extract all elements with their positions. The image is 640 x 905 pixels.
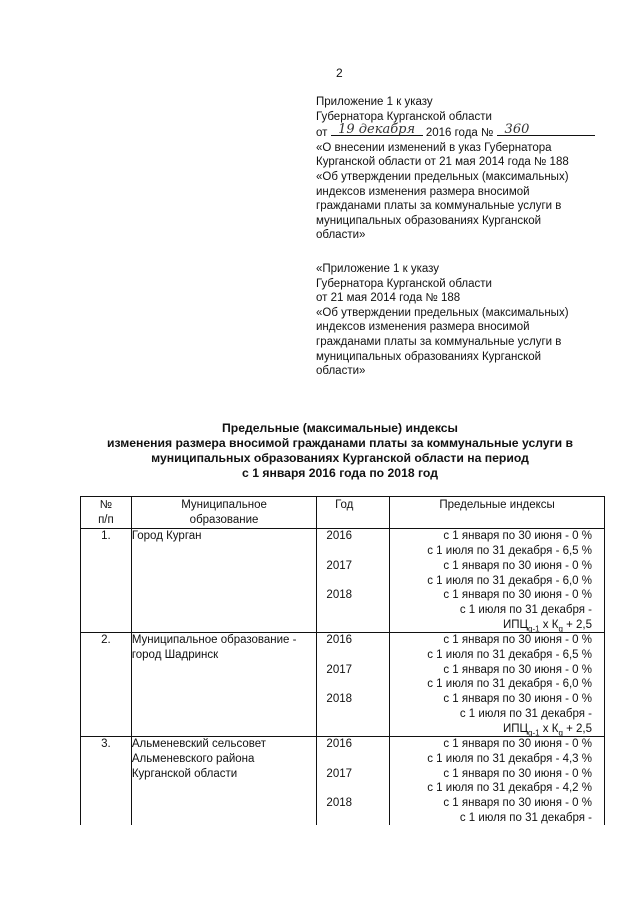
index-line: с 1 июля по 31 декабря - bbox=[459, 707, 592, 720]
table-row bbox=[81, 633, 605, 737]
year-value: 2017 bbox=[326, 663, 353, 676]
year-value: 2016 bbox=[326, 738, 353, 751]
header-municipality: Муниципальное образование bbox=[131, 497, 316, 529]
appendix-line: гражданами платы за коммунальные услуги в bbox=[316, 335, 562, 348]
formula-k-sub: g bbox=[558, 623, 563, 633]
appendix-line: гражданами платы за коммунальные услуги в bbox=[316, 200, 562, 213]
index-line: с 1 июля по 31 декабря - 6,0 % bbox=[427, 678, 592, 691]
appendix-date-line bbox=[316, 121, 616, 141]
formula-line bbox=[390, 618, 592, 633]
index-line: с 1 июля по 31 декабря - 4,2 % bbox=[427, 782, 592, 795]
title-line: изменения размера вносимой гражданами платы за коммунальные услуги в bbox=[106, 436, 574, 450]
formula-ipc-sub: g-1 bbox=[528, 727, 540, 737]
index-line: с 1 января по 30 июня - 0 % bbox=[443, 738, 592, 751]
row-number: 3. bbox=[81, 737, 132, 826]
date-year: 2016 года № bbox=[425, 127, 494, 140]
indices-table bbox=[80, 496, 605, 825]
appendix-line: «Приложение 1 к указу bbox=[316, 263, 440, 275]
index-line: с 1 июля по 31 декабря - 6,0 % bbox=[427, 574, 592, 587]
header-year: Год bbox=[317, 497, 390, 529]
year-value: 2018 bbox=[326, 693, 353, 706]
formula-k-sub: g bbox=[558, 727, 563, 737]
appendix-line: индексов изменения размера вносимой bbox=[316, 321, 530, 334]
formula-rest: + 2,5 bbox=[562, 618, 592, 631]
date-blank bbox=[331, 121, 423, 137]
appendix-line: «Об утверждении предельных (максимальных) bbox=[316, 170, 569, 183]
index-line: с 1 января по 30 июня - 0 % bbox=[443, 767, 592, 780]
index-line: с 1 января по 30 июня - 0 % bbox=[443, 634, 592, 647]
title-line: муниципальных образованиях Курганской области на период bbox=[151, 451, 529, 465]
appendix-line: муниципальных образованиях Курганской bbox=[316, 214, 542, 227]
table-header-row bbox=[81, 497, 605, 529]
year-value: 2018 bbox=[326, 589, 353, 602]
row-number: 2. bbox=[81, 633, 132, 737]
appendix-line: Губернатора Курганской области bbox=[316, 277, 492, 290]
formula-ipc-sub: g-1 bbox=[528, 623, 540, 633]
header-num: № п/п bbox=[81, 497, 132, 529]
title-line: с 1 января 2016 года по 2018 год bbox=[242, 466, 438, 480]
appendix-line: «Об утверждении предельных (максимальных) bbox=[316, 306, 569, 319]
number-blank bbox=[497, 121, 595, 137]
formula-ipc: ИПЦ bbox=[503, 618, 529, 631]
municipality-name: Муниципальное образование - город Шадринск bbox=[131, 633, 316, 737]
year-value: 2017 bbox=[326, 559, 353, 572]
formula-ipc: ИПЦ bbox=[503, 722, 529, 735]
indices-cell bbox=[390, 737, 605, 826]
index-line: с 1 июля по 31 декабря - bbox=[459, 603, 592, 616]
formula-rest: + 2,5 bbox=[562, 722, 592, 735]
formula-k: х К bbox=[539, 618, 559, 631]
year-value: 2017 bbox=[326, 767, 353, 780]
year-value: 2016 bbox=[326, 634, 353, 647]
handwritten-date: 19 декабря bbox=[338, 121, 416, 137]
municipality-name: Альменевский сельсовет Альменевского района Курганской области bbox=[131, 737, 316, 826]
index-line: с 1 января по 30 июня - 0 % bbox=[443, 693, 592, 706]
indices-cell bbox=[390, 633, 605, 737]
appendix-line: Курганской области от 21 мая 2014 года № 188 bbox=[316, 156, 569, 169]
year-value: 2018 bbox=[326, 797, 353, 810]
index-line: с 1 июля по 31 декабря - 6,5 % bbox=[427, 649, 592, 662]
appendix-line: от 21 мая 2014 года № 188 bbox=[316, 292, 461, 305]
original-appendix-header bbox=[316, 262, 616, 379]
index-line: с 1 июля по 31 декабря - 4,3 % bbox=[427, 752, 592, 765]
year-value: 2016 bbox=[326, 530, 353, 543]
appendix-header bbox=[316, 95, 616, 243]
index-line: с 1 июля по 31 декабря - 6,5 % bbox=[427, 545, 592, 558]
row-number: 1. bbox=[81, 529, 132, 633]
appendix-line: «О внесении изменений в указ Губернатора bbox=[316, 141, 552, 154]
date-prefix: от bbox=[316, 127, 328, 140]
appendix-line: области» bbox=[316, 229, 366, 242]
table-row bbox=[81, 529, 605, 633]
year-cell bbox=[317, 529, 390, 633]
municipality-name: Город Курган bbox=[131, 529, 316, 633]
appendix-line: области» bbox=[316, 365, 366, 378]
formula-k: х К bbox=[539, 722, 559, 735]
index-line: с 1 января по 30 июня - 0 % bbox=[443, 530, 592, 543]
appendix-line: муниципальных образованиях Курганской bbox=[316, 350, 542, 363]
appendix-line: индексов изменения размера вносимой bbox=[316, 185, 530, 198]
index-line: с 1 января по 30 июня - 0 % bbox=[443, 663, 592, 676]
index-line: с 1 января по 30 июня - 0 % bbox=[443, 559, 592, 572]
index-line: с 1 января по 30 июня - 0 % bbox=[443, 797, 592, 810]
index-line: с 1 июля по 31 декабря - bbox=[459, 811, 592, 824]
year-cell bbox=[317, 633, 390, 737]
appendix-line: Приложение 1 к указу bbox=[316, 96, 433, 108]
document-title bbox=[60, 421, 620, 481]
index-line: с 1 января по 30 июня - 0 % bbox=[443, 589, 592, 602]
formula-line bbox=[390, 722, 592, 737]
title-line: Предельные (максимальные) индексы bbox=[222, 421, 458, 435]
header-indices: Предельные индексы bbox=[390, 497, 605, 529]
appendix-line: Губернатора Курганской области bbox=[316, 110, 492, 123]
table-row bbox=[81, 737, 605, 826]
page-number: 2 bbox=[336, 66, 343, 80]
handwritten-number: 360 bbox=[504, 121, 530, 137]
indices-cell bbox=[390, 529, 605, 633]
year-cell bbox=[317, 737, 390, 826]
